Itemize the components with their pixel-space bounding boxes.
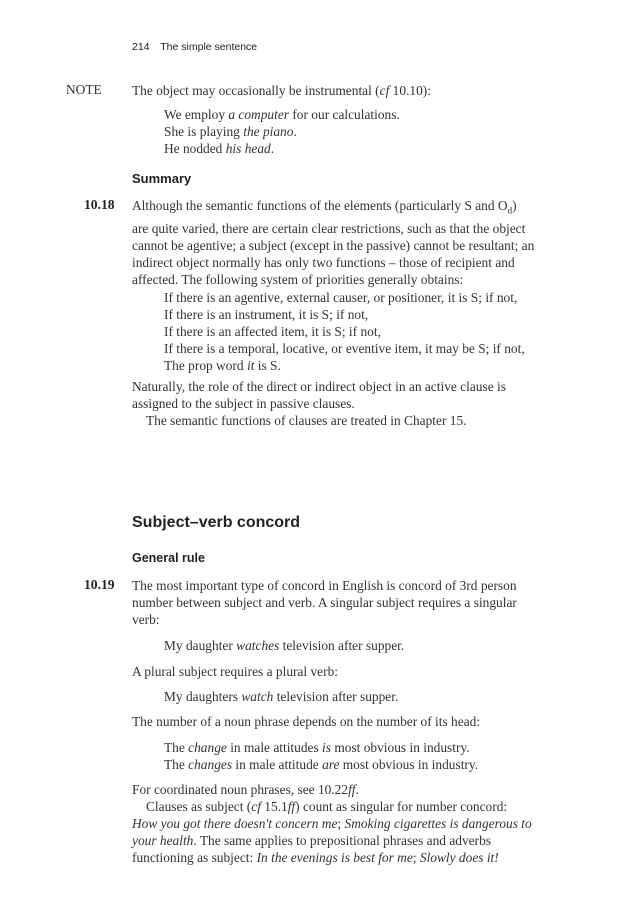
summary-line-1: Although the semantic functions of the elements (particularly S and $O_d$) [132, 198, 517, 216]
summary-p2-line-1: Naturally, the role of the direct or indirect object in an active clause is [132, 379, 506, 394]
concord-line-3: verb: [132, 612, 160, 627]
clauses-line-1: Clauses as subject (cf 15.1ff) count as singular for number concord: [146, 799, 508, 814]
concord-examples-3-4 [164, 739, 574, 773]
concord-example-1: My daughter watches television after supper. [164, 638, 405, 653]
concord-paragraph-1 [132, 577, 568, 628]
section-number-10-19: 10.19 [84, 577, 115, 592]
summary-p2-line-2: assigned to the subject in passive clauses. [132, 396, 355, 411]
summary-heading: Summary [132, 171, 192, 186]
summary-paragraph-3: The semantic functions of clauses are treated in Chapter 15. [146, 413, 467, 428]
priority-item-3: If there is an affected item, it is S; if not, [164, 324, 381, 339]
note-label: NOTE [66, 82, 102, 97]
note-example-3: He nodded his head. [164, 141, 275, 156]
summary-line-4: indirect object normally has only two functions – those of recipient and [132, 254, 515, 270]
clauses-line-4: functioning as subject: In the evenings is best for me; Slowly does it! [132, 850, 499, 865]
note-examples [164, 106, 574, 157]
concord-paragraph-2: A plural subject requires a plural verb: [132, 664, 338, 679]
summary-paragraph-1 [132, 197, 568, 288]
concord-line-2: number between subject and verb. A singular subject requires a singular [132, 595, 517, 610]
priority-item-2: If there is an instrument, it is S; if not, [164, 307, 369, 322]
summary-line-5: affected. The following system of priorities generally obtains: [132, 271, 464, 287]
summary-line-2: are quite varied, there are certain clear restrictions, such as that the object [132, 220, 526, 236]
priority-item-4: If there is a temporal, locative, or eventive item, it may be S; if not, [164, 341, 525, 356]
note-example-1: We employ a computer for our calculations. [164, 107, 400, 122]
note-example-2: She is playing the piano. [164, 124, 297, 139]
running-head [132, 41, 257, 53]
concord-paragraph-4 [132, 781, 568, 866]
concord-line-1: The most important type of concord in English is concord of 3rd person [132, 578, 517, 593]
section-heading-concord: Subject–verb concord [132, 514, 301, 531]
concord-paragraph-3: The number of a noun phrase depends on the number of its head: [132, 714, 481, 729]
clauses-line-3: your health. The same applies to prepositional phrases and adverbs [132, 833, 491, 848]
priority-item-1: If there is an agentive, external causer, or positioner, it is S; if not, [164, 290, 518, 305]
concord-example-4: The changes in male attitude are most obvious in industry. [164, 757, 479, 772]
section-number-10-18: 10.18 [84, 197, 115, 212]
summary-line-3: cannot be agentive; a subject (except in the passive) cannot be resultant; an [132, 237, 535, 253]
chapter-title: The simple sentence [160, 41, 258, 53]
clauses-line-2: How you got there doesn't concern me; Smoking cigarettes is dangerous to [132, 816, 532, 831]
page-number: 214 [132, 41, 150, 53]
note-intro: The object may occasionally be instrumental (cf 10.10): [132, 83, 431, 98]
concord-example-3: The change in male attitudes is most obvious in industry. [164, 740, 470, 755]
coordinated-np-line: For coordinated noun phrases, see 10.22ff. [132, 782, 359, 797]
concord-example-2: My daughters watch television after supper. [164, 689, 399, 704]
priority-item-5: The prop word it is S. [164, 358, 281, 373]
priority-list [164, 289, 574, 374]
summary-paragraph-2 [132, 378, 568, 429]
subheading-general-rule: General rule [132, 551, 205, 565]
